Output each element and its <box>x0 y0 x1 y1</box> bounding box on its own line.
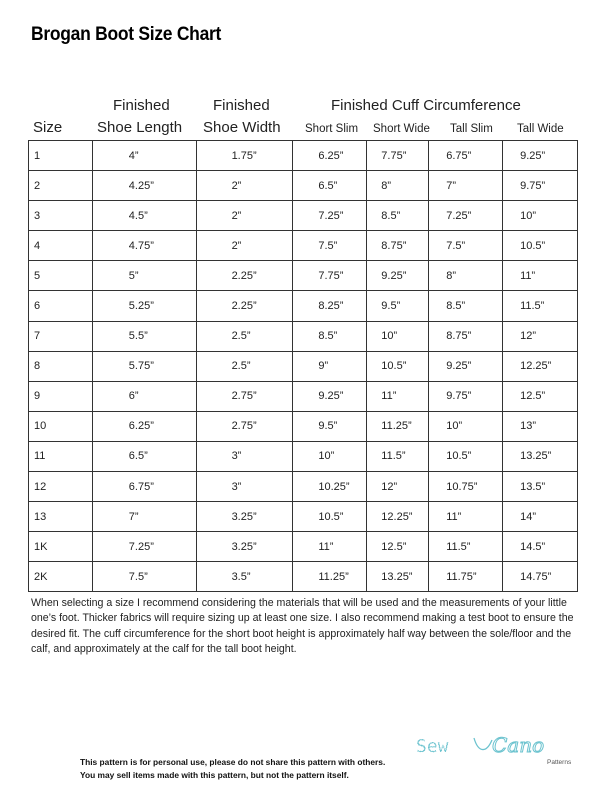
header-short-wide: Short Wide <box>373 123 430 135</box>
table-cell: 2.5” <box>196 321 293 351</box>
table-cell: 2.75” <box>196 381 293 411</box>
table-cell: 8.25” <box>293 291 367 321</box>
table-cell: 14” <box>503 502 578 532</box>
table-cell: 7.5” <box>429 231 503 261</box>
table-cell: 11.5” <box>367 441 429 471</box>
table-cell: 5.75” <box>92 351 196 381</box>
logo-swoosh <box>474 738 492 750</box>
table-cell: 9” <box>293 351 367 381</box>
header-shoe-width-line2: Shoe Width <box>203 119 281 136</box>
table-cell: 6” <box>92 381 196 411</box>
table-cell: 5.25” <box>92 291 196 321</box>
table-cell: 6 <box>29 291 93 321</box>
table-cell: 13 <box>29 502 93 532</box>
table-cell: 3” <box>196 441 293 471</box>
header-short-slim: Short Slim <box>305 123 359 135</box>
table-row <box>29 321 578 351</box>
table-cell: 11.25” <box>293 562 367 592</box>
table-cell: 8.5” <box>429 291 503 321</box>
logo-tagline: Patterns <box>547 759 572 766</box>
header-tall-wide: Tall Wide <box>517 123 564 135</box>
table-cell: 13.25” <box>367 562 429 592</box>
header-tall-slim: Tall Slim <box>450 123 493 135</box>
size-chart-table <box>28 140 578 592</box>
table-cell: 7.5” <box>92 562 196 592</box>
table-cell: 13.25” <box>503 441 578 471</box>
logo-word-cano: Cano <box>492 733 545 757</box>
table-cell: 4 <box>29 231 93 261</box>
table-cell: 9.25” <box>293 381 367 411</box>
table-cell: 11.75” <box>429 562 503 592</box>
table-cell: 7” <box>92 502 196 532</box>
table-cell: 1K <box>29 532 93 562</box>
table-cell: 10.5” <box>503 231 578 261</box>
table-cell: 2.75” <box>196 411 293 441</box>
table-cell: 4.75” <box>92 231 196 261</box>
table-cell: 10.5” <box>293 502 367 532</box>
table-cell: 12” <box>503 321 578 351</box>
table-cell: 11” <box>367 381 429 411</box>
table-cell: 1 <box>29 141 93 171</box>
table-cell: 7.25” <box>293 201 367 231</box>
table-cell: 9.75” <box>503 171 578 201</box>
header-cuff-circumference: Finished Cuff Circumference <box>331 97 521 114</box>
table-cell: 5” <box>92 261 196 291</box>
table-cell: 12.5” <box>367 532 429 562</box>
table-cell: 12.25” <box>503 351 578 381</box>
header-shoe-width-line1: Finished <box>213 97 270 114</box>
table-row <box>29 502 578 532</box>
table-cell: 3.25” <box>196 532 293 562</box>
table-cell: 8.5” <box>293 321 367 351</box>
table-cell: 11” <box>503 261 578 291</box>
table-row <box>29 201 578 231</box>
table-cell: 12” <box>367 472 429 502</box>
table-cell: 10” <box>367 321 429 351</box>
table-cell: 3.5” <box>196 562 293 592</box>
table-cell: 6.75” <box>92 472 196 502</box>
table-cell: 2.25” <box>196 261 293 291</box>
table-cell: 10” <box>429 411 503 441</box>
table-cell: 10” <box>503 201 578 231</box>
table-cell: 10.25” <box>293 472 367 502</box>
table-cell: 14.75” <box>503 562 578 592</box>
table-cell: 10” <box>293 441 367 471</box>
table-cell: 9 <box>29 381 93 411</box>
table-row <box>29 411 578 441</box>
header-size: Size <box>33 119 63 136</box>
table-cell: 9.25” <box>429 351 503 381</box>
table-cell: 7” <box>429 171 503 201</box>
table-cell: 6.75” <box>429 141 503 171</box>
table-cell: 9.25” <box>367 261 429 291</box>
table-cell: 1.75” <box>196 141 293 171</box>
table-cell: 4” <box>92 141 196 171</box>
table-cell: 7.5” <box>293 231 367 261</box>
table-cell: 10.5” <box>429 441 503 471</box>
header-shoe-length-line1: Finished <box>113 97 170 114</box>
table-cell: 7.75” <box>367 141 429 171</box>
table-cell: 7.25” <box>429 201 503 231</box>
footer-line-sell-items: You may sell items made with this pattern, but not the pattern itself. <box>80 769 349 780</box>
table-cell: 9.75” <box>429 381 503 411</box>
table-cell: 9.25” <box>503 141 578 171</box>
table-cell: 6.5” <box>293 171 367 201</box>
table-cell: 11.5” <box>429 532 503 562</box>
table-cell: 4.5” <box>92 201 196 231</box>
page-title: Brogan Boot Size Chart <box>31 24 222 45</box>
table-cell: 13.5” <box>503 472 578 502</box>
footer-line-personal-use: This pattern is for personal use, please do not share this pattern with others. <box>80 757 386 767</box>
table-cell: 3” <box>196 472 293 502</box>
table-cell: 8.75” <box>367 231 429 261</box>
table-row <box>29 261 578 291</box>
table-cell: 5.5” <box>92 321 196 351</box>
table-cell: 6.25” <box>293 141 367 171</box>
table-cell: 3 <box>29 201 93 231</box>
table-cell: 8.75” <box>429 321 503 351</box>
table-row <box>29 351 578 381</box>
logo-word-sew: Sew <box>416 736 449 757</box>
table-cell: 12.5” <box>503 381 578 411</box>
table-cell: 12 <box>29 472 93 502</box>
usage-footer <box>80 756 385 781</box>
table-row <box>29 381 578 411</box>
table-row <box>29 231 578 261</box>
table-cell: 2 <box>29 171 93 201</box>
table-cell: 2” <box>196 231 293 261</box>
table-cell: 9.5” <box>367 291 429 321</box>
table-cell: 11.5” <box>503 291 578 321</box>
sew-cano-logo <box>416 730 576 770</box>
table-cell: 2K <box>29 562 93 592</box>
table-cell: 2” <box>196 201 293 231</box>
table-cell: 14.5” <box>503 532 578 562</box>
table-cell: 10.75” <box>429 472 503 502</box>
table-cell: 11” <box>429 502 503 532</box>
table-cell: 7 <box>29 321 93 351</box>
table-cell: 5 <box>29 261 93 291</box>
table-row <box>29 472 578 502</box>
table-cell: 11” <box>293 532 367 562</box>
table-cell: 12.25” <box>367 502 429 532</box>
table-cell: 7.25” <box>92 532 196 562</box>
table-cell: 6.5” <box>92 441 196 471</box>
table-cell: 6.25” <box>92 411 196 441</box>
table-row <box>29 441 578 471</box>
sizing-note: When selecting a size I recommend considering the materials that will be used and the measurements of your little one’s foot. Thicker fabrics will require sizing up at least one size. I also recommend making a test boot to ensure the desired fit. The cuff circumference for the short boot height is approximately half way between the sole/floor and the calf, and approximately at the calf for the tall boot height. <box>31 597 574 655</box>
table-cell: 8 <box>29 351 93 381</box>
table-row <box>29 171 578 201</box>
table-cell: 8” <box>367 171 429 201</box>
table-cell: 7.75” <box>293 261 367 291</box>
table-row <box>29 532 578 562</box>
table-row <box>29 562 578 592</box>
table-row <box>29 291 578 321</box>
table-cell: 4.25” <box>92 171 196 201</box>
table-cell: 3.25” <box>196 502 293 532</box>
table-cell: 10 <box>29 411 93 441</box>
table-row <box>29 141 578 171</box>
table-cell: 11.25” <box>367 411 429 441</box>
table-cell: 8” <box>429 261 503 291</box>
table-cell: 11 <box>29 441 93 471</box>
table-cell: 2.5” <box>196 351 293 381</box>
table-cell: 2.25” <box>196 291 293 321</box>
table-cell: 13” <box>503 411 578 441</box>
table-cell: 10.5” <box>367 351 429 381</box>
table-cell: 2” <box>196 171 293 201</box>
header-shoe-length-line2: Shoe Length <box>97 119 183 136</box>
table-cell: 8.5” <box>367 201 429 231</box>
table-cell: 9.5” <box>293 411 367 441</box>
